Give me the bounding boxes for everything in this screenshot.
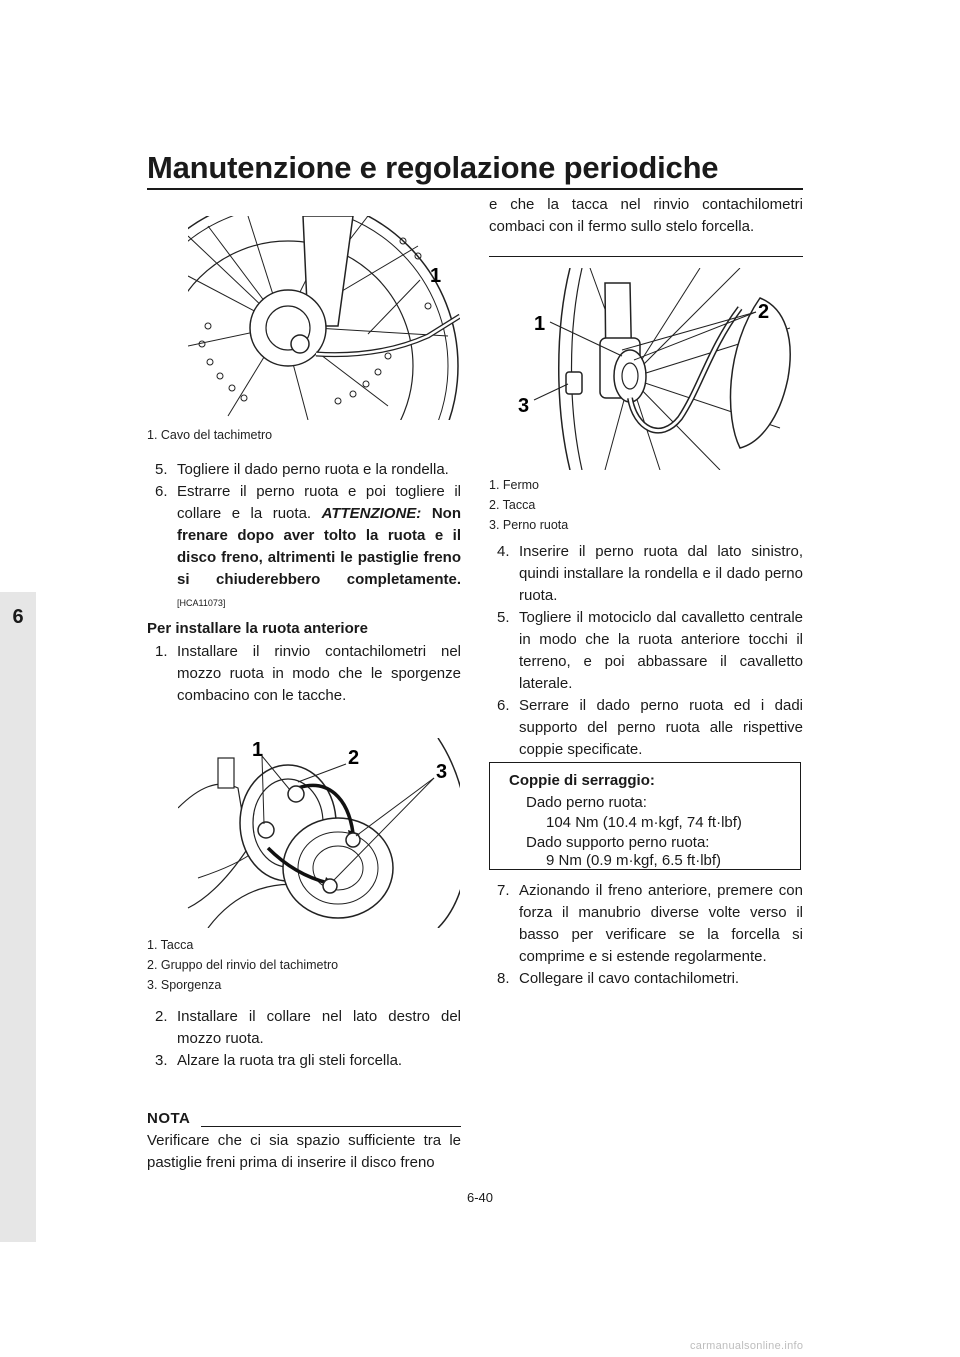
callout-1: 1 — [430, 265, 442, 287]
chapter-number: 6 — [12, 606, 24, 628]
step-item: 8. Collegare il cavo contachilometri. — [497, 970, 740, 987]
caption-item: 3. Sporgenza — [147, 978, 222, 992]
figure2-captions — [147, 935, 461, 995]
torque-title: Coppie di serraggio: — [509, 772, 655, 789]
figure1-captions — [147, 425, 461, 445]
caption-item: 2. Tacca — [489, 498, 536, 512]
figure-speedometer-gear — [178, 738, 460, 928]
nota-end-rule — [489, 256, 803, 257]
caption-item: 1. Cavo del tachimetro — [147, 428, 273, 442]
warning-text: Non frenare dopo aver tolto la ruota e il disco freno, altrimenti le pastiglie freno si chiuderebbero completamente. — [177, 505, 461, 588]
page-number: 6-40 — [466, 1190, 494, 1205]
step-item: 7. Azionando il freno anteriore, premere con forza il manubrio diverse volte verso il basso per verificare se la forcella si comprime e si estende regolarmente. — [497, 882, 803, 965]
nota-rule — [201, 1126, 461, 1127]
warning-code: [HCA11073] — [177, 598, 226, 608]
install-steps-c — [489, 541, 803, 761]
step-item: 6. Estrarre il perno ruota e poi togliere il collare e la ruota. ATTENZIONE: Non frenare dopo aver tolto la ruota e il disco freno, altrimenti le pastiglie freno si chiuderebbero completamente.[HCA11073] — [155, 483, 461, 608]
step-item: 1. Installare il rinvio contachilometri nel mozzo ruota in modo che le sporgenze combacino con le tacche. — [155, 643, 461, 704]
torque-spec-box — [489, 762, 801, 870]
install-steps-b — [147, 1006, 461, 1072]
torque-item1-value: 104 Nm (10.4 m·kgf, 74 ft·lbf) — [546, 814, 742, 831]
caption-item: 1. Fermo — [489, 478, 540, 492]
step-item: 5. Togliere il dado perno ruota e la rondella. — [155, 461, 449, 478]
torque-item1-label: Dado perno ruota: — [526, 794, 647, 811]
install-heading: Per installare la ruota anteriore — [147, 620, 368, 637]
caption-item: 3. Perno ruota — [489, 518, 569, 532]
step-item: 4. Inserire il perno ruota dal lato sinistro, quindi installare la rondella e il dado perno ruota. — [497, 543, 803, 604]
nota-text: Verificare che ci sia spazio sufficiente tra le pastiglie freni prima di inserire il disco freno — [147, 1132, 461, 1171]
warning-label: ATTENZIONE: — [321, 505, 422, 522]
torque-item2-label: Dado supporto perno ruota: — [526, 834, 710, 851]
figure3-captions — [489, 475, 803, 535]
caption-item: 1. Tacca — [147, 938, 194, 952]
torque-item2-value: 9 Nm (0.9 m·kgf, 6.5 ft·lbf) — [546, 852, 722, 869]
install-steps — [147, 641, 461, 707]
callout-1: 1 — [252, 739, 264, 761]
watermark: carmanualsonline.info — [690, 1340, 804, 1352]
figure-fork-axle — [510, 268, 802, 470]
title-rule — [147, 188, 803, 190]
callout-2: 2 — [348, 747, 360, 769]
caption-item: 2. Gruppo del rinvio del tachimetro — [147, 958, 339, 972]
nota-label: NOTA — [147, 1110, 191, 1127]
install-steps-d — [489, 880, 803, 990]
nota-header — [147, 1110, 461, 1132]
callout-2: 2 — [758, 301, 770, 323]
callout-1: 1 — [534, 313, 546, 335]
step-item: 6. Serrare il dado perno ruota ed i dadi supporto del perno ruota alle rispettive coppie specificate. — [497, 697, 803, 758]
page-title: Manutenzione e regolazione periodiche — [147, 150, 719, 185]
callout-3: 3 — [518, 395, 530, 417]
chapter-side-tab — [0, 592, 36, 1242]
callout-3: 3 — [436, 761, 448, 783]
figure-speedometer-cable — [188, 216, 460, 420]
step-item: 5. Togliere il motociclo dal cavalletto centrale in modo che la ruota anteriore tocchi il terreno, e poi abbassare il cavalletto laterale. — [497, 609, 803, 692]
step-item: 3. Alzare la ruota tra gli steli forcella. — [155, 1052, 403, 1069]
nota-continuation: e che la tacca nel rinvio contachilometri combaci con il fermo sullo stelo forcella. — [489, 196, 803, 235]
step-item: 2. Installare il collare nel lato destro del mozzo ruota. — [155, 1008, 461, 1047]
removal-steps — [147, 459, 461, 614]
